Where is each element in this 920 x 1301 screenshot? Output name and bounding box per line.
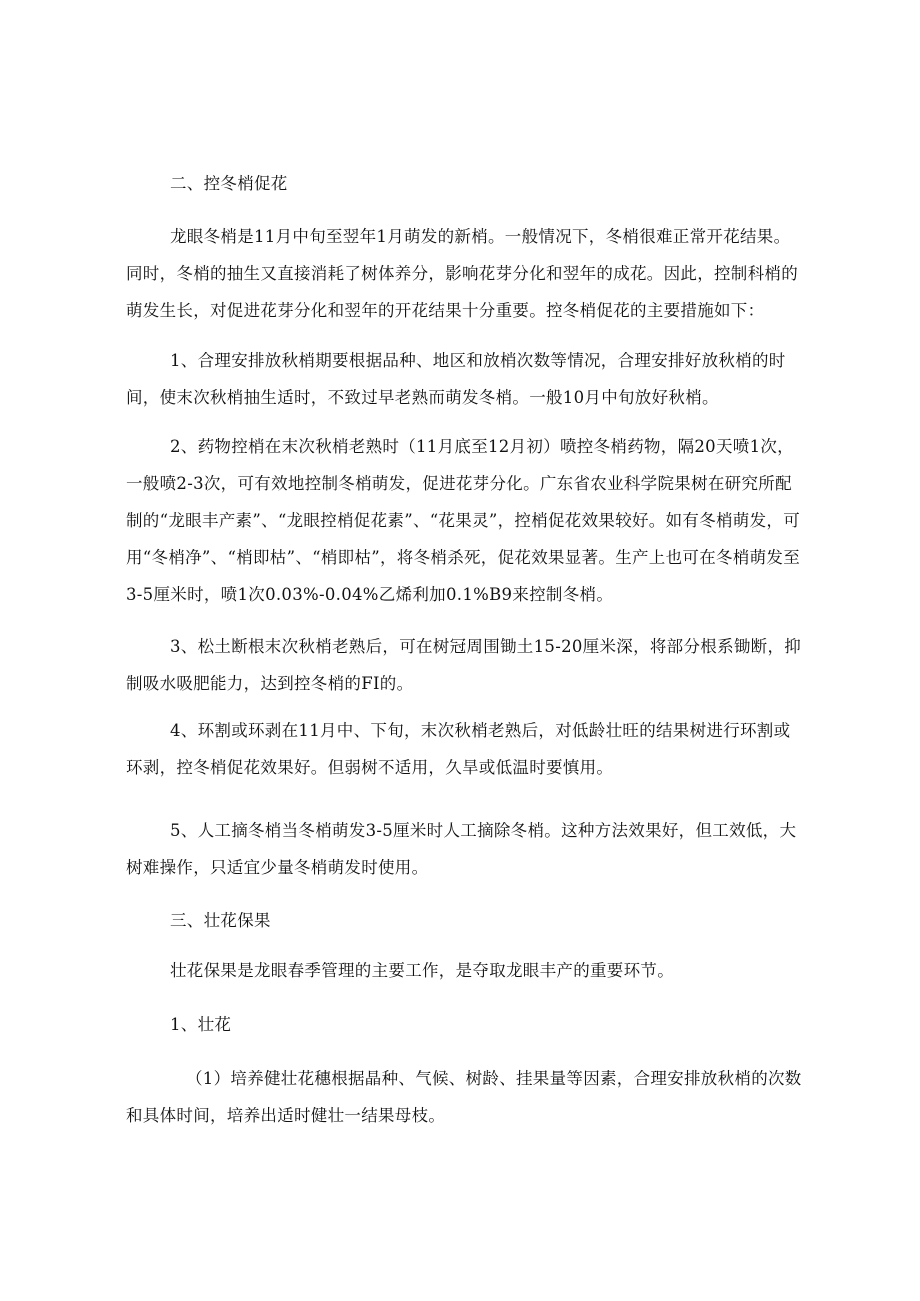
section-2-item-2: 2、药物控梢在末次秋梢老熟时（11月底至12月初）喷控冬梢药物，隔20天喷1次，一般喷2-3次，可有效地控制冬梢萌发，促进花芽分化。广东省农业科学院果树在研究所配制的“龙眼丰产素”、“龙眼控梢促花素”、“花果灵”，控梢促花效果较好。如有冬梢萌发，可用“冬梢净”、“梢即枯”、“梢即枯”，将冬梢杀死，促花效果显著。生产上也可在冬梢萌发至3-5厘米时，喷1次0.03%-0.04%乙烯利加0.1%B9来控制冬梢。	[126, 437, 801, 604]
section-2-intro: 龙眼冬梢是11月中旬至翌年1月萌发的新梢。一般情况下，冬梢很难正常开花结果。同时，冬梢的抽生又直接消耗了树体养分，影响花芽分化和翌年的成花。因此，控制科梢的萌发生长，对促进花芽分化和翌年的开花结果十分重要。控冬梢促花的主要措施如下：	[126, 227, 798, 320]
section-2-item-4: 4、环割或环剥在11月中、下旬，末次秋梢老熟后，对低龄壮旺的结果树进行环割或环剥，控冬梢促花效果好。但弱树不适用，久旱或低温时要慎用。	[126, 721, 791, 777]
section-3-subheading: 1、壮花	[170, 1015, 232, 1034]
section-3-sub-item-1: （1）培养健壮花穗根据晶种、气候、树龄、挂果量等因素，合理安排放秋梢的次数和具体时间，培养出适时健壮一结果母枝。	[126, 1069, 802, 1125]
section-2-heading: 二、控冬梢促花	[170, 174, 288, 193]
section-2-item-1: 1、合理安排放秋梢期要根据品种、地区和放梢次数等情况，合理安排好放秋梢的时间，使末次秋梢抽生适时，不致过早老熟而萌发冬梢。一般10月中旬放好秋梢。	[126, 351, 786, 407]
section-3-heading: 三、壮花保果	[170, 911, 271, 930]
section-2-item-3: 3、松土断根末次秋梢老熟后，可在树冠周围锄土15-20厘米深，将部分根系锄断，抑制吸水吸肥能力，达到控冬梢的FI的。	[126, 637, 802, 693]
section-2-item-5: 5、人工摘冬梢当冬梢萌发3-5厘米时人工摘除冬梢。这种方法效果好，但工效低，大树难操作，只适宜少量冬梢萌发时使用。	[126, 821, 797, 877]
section-3-intro: 壮花保果是龙眼春季管理的主要工作，是夺取龙眼丰产的重要环节。	[170, 961, 674, 980]
